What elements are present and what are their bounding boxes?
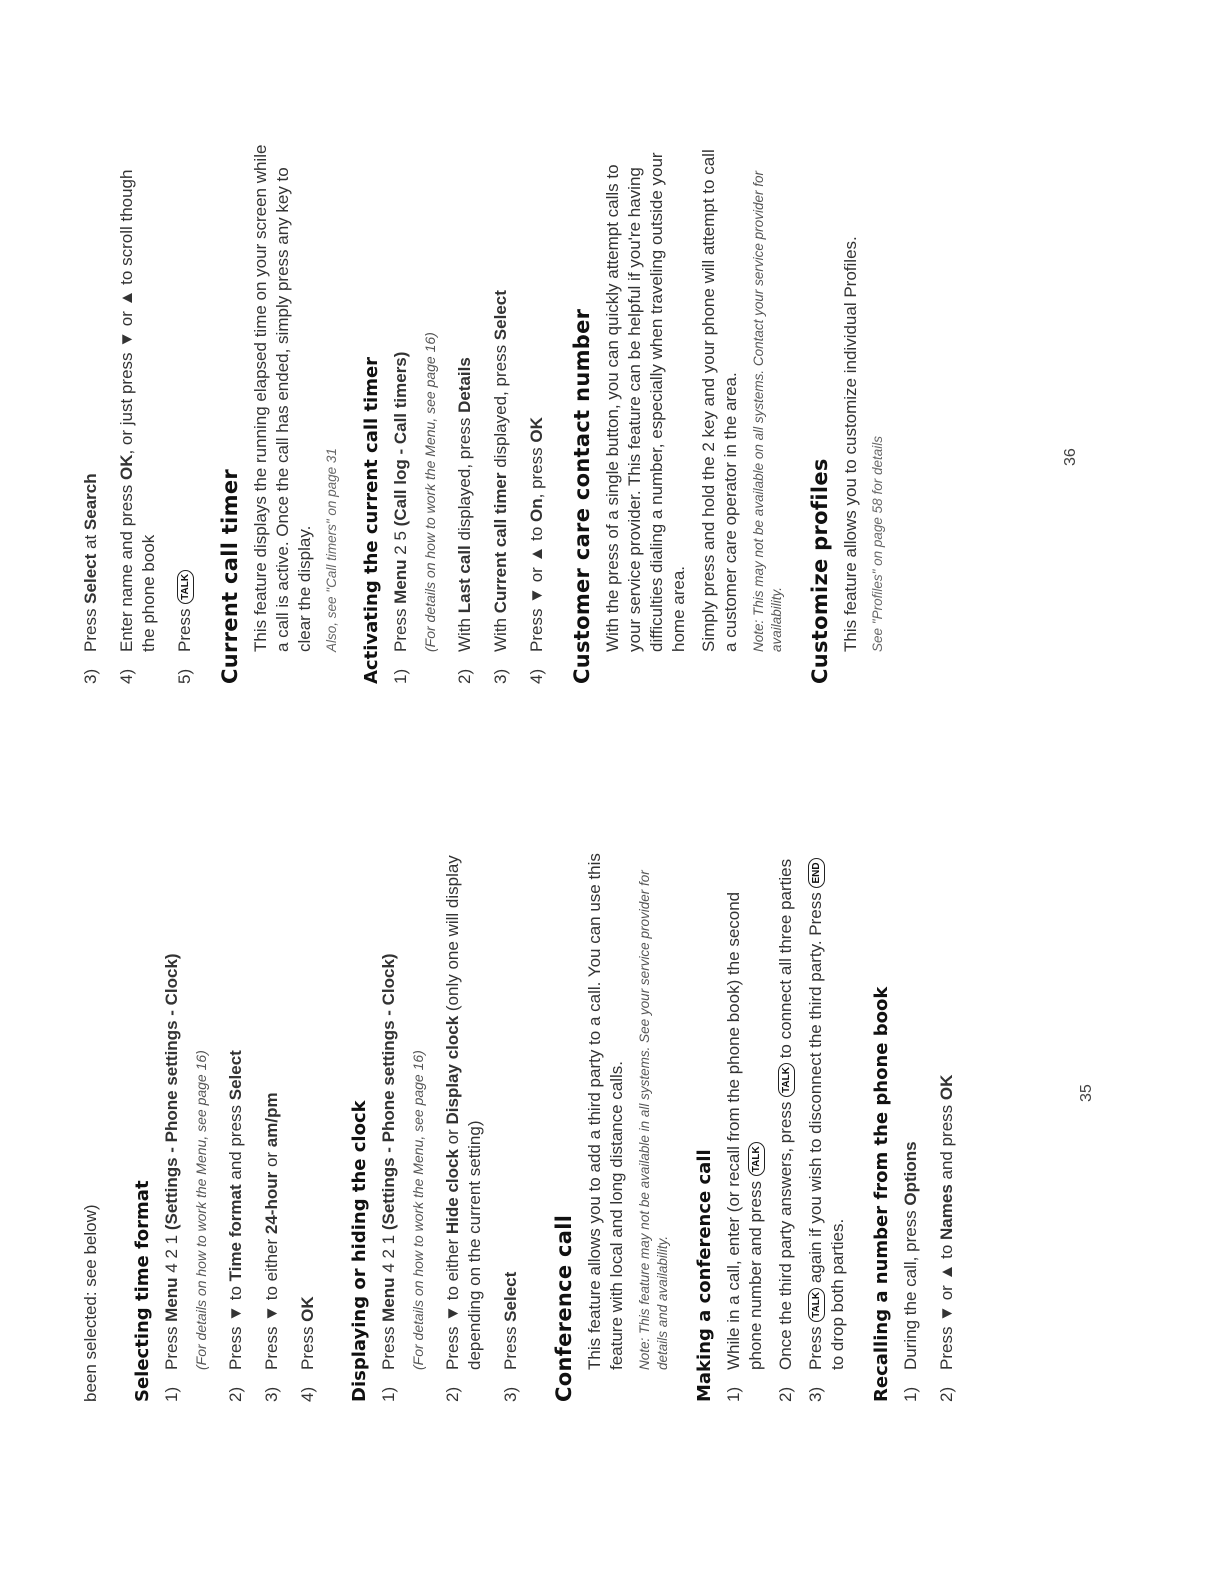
step-4: 4) Press ▼ or ▲ to On, press OK (527, 417, 546, 684)
conference-description: This feature allows you to add a third party to a call. You can use this feature with local and long distance calls. (585, 853, 626, 1370)
profiles-description: This feature allows you to customize individual Profiles. (841, 236, 860, 652)
heading-selecting-time-format: Selecting time format (132, 1180, 153, 1402)
heading-customize-profiles: Customize profiles (808, 458, 832, 684)
intro-text: been selected: see below) (81, 1204, 100, 1402)
profiles-see-also: See "Profiles" on page 58 for details (870, 436, 885, 652)
step-2: 2) With Last call displayed, press Details (455, 357, 474, 684)
step-3: 3) Press Select at Search (81, 473, 100, 684)
heading-recalling-number: Recalling a number from the phone book (871, 986, 892, 1402)
step-4: 4) Press OK (298, 1296, 317, 1402)
step-5: 5) Press TALK (174, 144, 196, 684)
menu-help-note: (For details on how to work the Menu, see page 16) (193, 1050, 209, 1370)
step-1: 1) Press Menu 2 5 (Call log - Call timers) (391, 351, 410, 684)
page-number-35: 35 (1078, 1084, 1095, 1102)
step-1: 1) Press Menu 4 2 1 (Settings - Phone settings - Clock) (379, 953, 398, 1402)
page-number-36: 36 (1062, 448, 1079, 466)
step-1: 1) During the call, press Options (901, 1141, 920, 1402)
menu-help-note: (For details on how to work the Menu, see page 16) (422, 332, 438, 652)
end-key-icon: END (808, 858, 825, 887)
heading-displaying-hiding-clock: Displaying or hiding the clock (349, 1100, 370, 1402)
heading-activating-call-timer: Activating the current call timer (361, 356, 382, 684)
step-2: 2) Press ▼ to Time format and press Select (226, 1050, 245, 1402)
call-timer-description: This feature displays the running elapsed time on your screen while a call is active. Once the call has ended, simply press any key to clear the display. (251, 144, 314, 652)
step-1: 1) Press Menu 4 2 1 (Settings - Phone settings - Clock) (162, 953, 181, 1402)
step-2: 2) Press ▼ or ▲ to Names and press OK (937, 1074, 956, 1402)
step-4: 4) Enter name and press OK, or just press ▼ or ▲ to scroll though the phone book (117, 169, 158, 684)
step-1: 1) While in a call, enter (or recall from the phone book) the second phone number and press TALK (724, 891, 765, 1402)
talk-key-icon: TALK (748, 1142, 765, 1176)
menu-help-note: (For details on how to work the Menu, see page 16) (410, 1050, 426, 1370)
heading-making-conference-call: Making a conference call (694, 1149, 715, 1402)
step-3: 3) With Current call timer displayed, press Select (491, 290, 510, 684)
step-2: 2) Once the third party answers, press TALK to connect all three parties (776, 858, 795, 1402)
talk-key-icon: TALK (177, 570, 194, 604)
page-36 (80, 144, 885, 684)
call-timer-see-also: Also, see "Call timers" on page 31 (324, 448, 339, 652)
step-3: 3) Press Select (501, 1271, 520, 1402)
heading-customer-care: Customer care contact number (570, 308, 594, 684)
step-2: 2) Press ▼ to either Hide clock or Display clock (only one will display depending on the current setting) (443, 855, 484, 1402)
customer-care-description: With the press of a single button, you can quickly attempt calls to your service provider. This feature can be helpful if you're having difficulties dialing a number, especially when traveling outside your home area. (603, 152, 688, 652)
heading-conference-call: Conference call (552, 1214, 576, 1402)
talk-key-icon: TALK (778, 1063, 795, 1097)
conference-note: Note: This feature may not be available in all systems. See your service provider for details and availability. (637, 870, 670, 1370)
page-35 (80, 842, 958, 1402)
heading-current-call-timer: Current call timer (218, 468, 242, 684)
customer-care-note: Note: This may not be available on all systems. Contact your service provider for availability. (751, 171, 784, 652)
step-3: 3) Press TALK again if you wish to disconnect the third party. Press END to drop both parties. (805, 842, 849, 1402)
talk-key-icon: TALK (808, 1288, 825, 1322)
customer-care-instruction: Simply press and hold the 2 key and your phone will attempt to call a customer care operator in the area. (699, 149, 740, 652)
step-3: 3) Press ▼ to either 24-hour or am/pm (262, 1092, 281, 1402)
